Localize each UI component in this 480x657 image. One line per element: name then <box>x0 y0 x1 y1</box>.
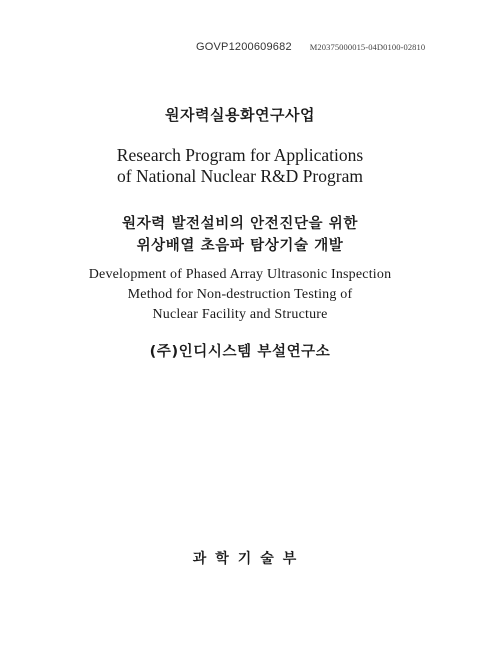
report-title-english-line-1: Development of Phased Array Ultrasonic Inspection <box>88 267 392 282</box>
program-title-english-line-2: of National Nuclear R&D Program <box>117 166 363 186</box>
report-title-korean-line-1: 원자력 발전설비의 안전진단을 위한 <box>121 216 359 232</box>
program-title-korean: 원자력실용화연구사업 <box>165 106 315 124</box>
program-title-english-line-1: Research Program for Applications <box>116 145 364 165</box>
report-title-english-line-2: Method for Non-destruction Testing of <box>127 287 353 302</box>
report-title-korean-line-2: 위상배열 초음파 탐상기술 개발 <box>136 238 344 254</box>
document-id: GOVP1200609682 <box>196 41 292 53</box>
header-identifiers <box>196 37 425 55</box>
organization-name: (주)인디시스템 부설연구소 <box>149 344 331 360</box>
report-title-english-line-3: Nuclear Facility and Structure <box>152 307 328 322</box>
reference-code: M20375000015-04D0100-02810 <box>309 42 426 52</box>
ministry-name: 과학기술부 <box>192 551 306 567</box>
